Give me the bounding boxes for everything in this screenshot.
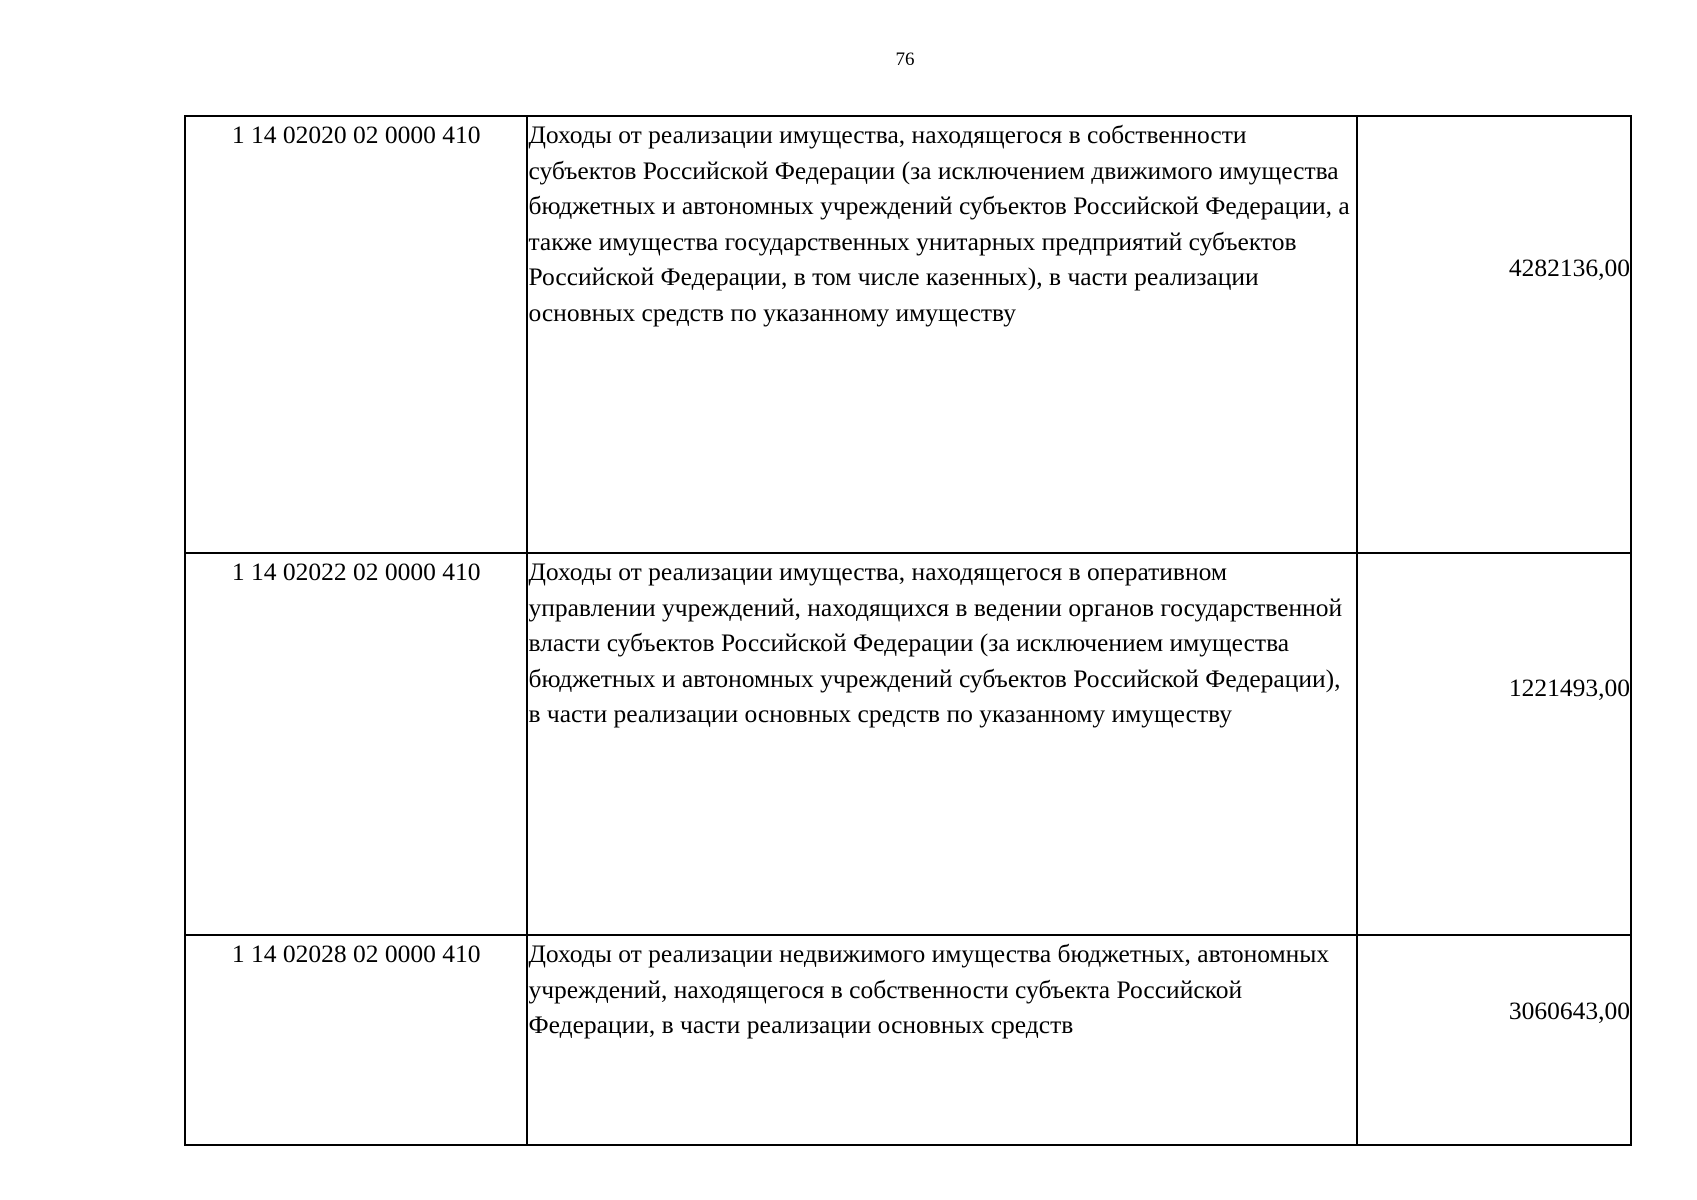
amount-cell: 3060643,00 xyxy=(1357,935,1631,1145)
amount-cell: 4282136,00 xyxy=(1357,116,1631,553)
budget-code-cell: 1 14 02022 02 0000 410 xyxy=(185,553,527,935)
table-row xyxy=(185,553,1631,935)
description-cell: Доходы от реализации недвижимого имущества бюджетных, автономных учреждений, находящегося в собственности субъекта Российской Федерации, в части реализации основных средств xyxy=(527,935,1356,1145)
budget-code-cell: 1 14 02028 02 0000 410 xyxy=(185,935,527,1145)
amount-cell: 1221493,00 xyxy=(1357,553,1631,935)
table-row xyxy=(185,935,1631,1145)
description-cell: Доходы от реализации имущества, находящегося в оперативном управлении учреждений, находящихся в ведении органов государственной власти субъектов Российской Федерации (за исключением имущества бюджетных и автономных учреждений субъектов Российской Федерации), в части реализации основных средств по указанному имуществу xyxy=(527,553,1356,935)
table-row xyxy=(185,116,1631,553)
budget-code-cell: 1 14 02020 02 0000 410 xyxy=(185,116,527,553)
page-number: 76 xyxy=(895,49,915,70)
description-cell: Доходы от реализации имущества, находящегося в собственности субъектов Российской Федерации (за исключением движимого имущества бюджетных и автономных учреждений субъектов Российской Федерации, а также имущества государственных унитарных предприятий субъектов Российской Федерации, в том числе казенных), в части реализации основных средств по указанному имуществу xyxy=(527,116,1356,553)
revenue-table xyxy=(184,115,1632,1146)
